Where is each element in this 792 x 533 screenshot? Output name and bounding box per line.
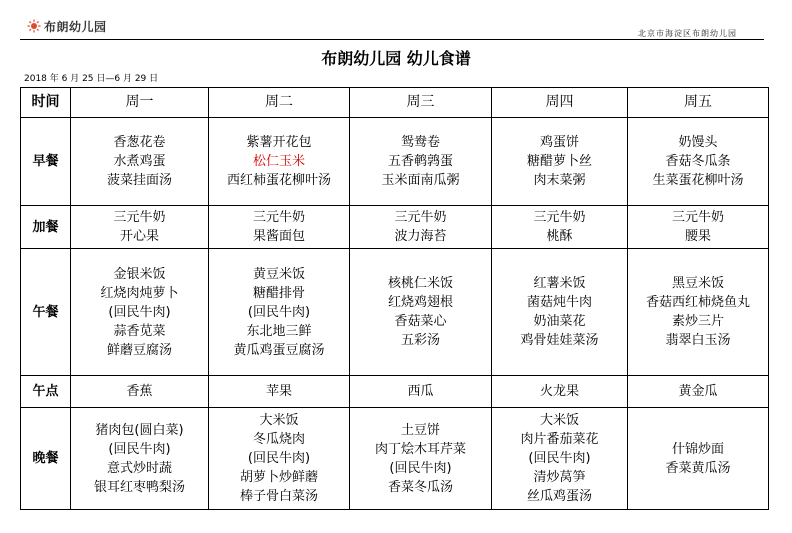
dish-item: 核桃仁米饭 — [387, 276, 453, 291]
dish-item: 糖醋萝卜丝 — [526, 154, 592, 169]
dish-item: 松仁玉米 — [252, 154, 305, 169]
dish-item: 鸡蛋饼 — [539, 135, 579, 150]
menu-cell-afternoon-snack-mon — [71, 376, 209, 408]
dish-item: 冬瓜烧肉 — [252, 432, 305, 447]
dish-item: 苹果 — [265, 384, 292, 399]
organization-name: 北京市海淀区布朗幼儿园 — [638, 29, 737, 38]
dish-item: 三元牛奶 — [394, 210, 447, 225]
menu-cell-dinner-fri — [628, 408, 769, 510]
dish-item: 金银米饭 — [113, 266, 166, 282]
dish-item: (回民牛肉) — [108, 304, 171, 320]
menu-cell-breakfast-tue — [209, 118, 350, 206]
dish-item: (回民牛肉) — [528, 451, 591, 466]
dish-item: 什锦炒面 — [671, 441, 724, 457]
dish-item: 黄豆米饭 — [252, 266, 305, 282]
dish-item: 鸳鸯卷 — [400, 135, 440, 150]
dish-item: 意式炒时蔬 — [106, 460, 172, 476]
logo-text: 布朗幼儿园 — [44, 19, 107, 34]
dish-item: 西红柿蛋花柳叶汤 — [226, 173, 331, 188]
dish-item: 桃酥 — [546, 229, 573, 244]
dish-item: 奶馒头 — [678, 135, 718, 150]
menu-cell-afternoon-snack-wed — [350, 376, 492, 408]
menu-table — [20, 87, 769, 510]
menu-cell-dinner-thu — [492, 408, 628, 510]
dish-item: 肉末菜粥 — [533, 173, 586, 188]
menu-cell-breakfast-mon — [71, 118, 209, 206]
dish-item: 肉丁烩木耳芹菜 — [374, 441, 466, 457]
dish-item: 大米饭 — [539, 413, 579, 428]
menu-cell-snack-tue — [209, 206, 350, 249]
dish-item: 开心果 — [119, 229, 159, 244]
meal-label-afternoon-snack: 午点 — [21, 376, 71, 408]
dish-item: 大米饭 — [259, 413, 299, 428]
menu-cell-afternoon-snack-thu — [492, 376, 628, 408]
dish-item: 香菇西红柿烧鱼丸 — [645, 295, 750, 310]
dish-item: 菠菜挂面汤 — [106, 173, 172, 188]
dish-item: 香菇菜心 — [394, 314, 447, 329]
dish-item: 素炒三片 — [671, 314, 724, 329]
dish-item: 菌菇炖牛肉 — [526, 295, 592, 310]
dish-item: 鸡骨娃娃菜汤 — [520, 333, 599, 348]
menu-cell-snack-fri — [628, 206, 769, 249]
dish-item: 火龙果 — [539, 384, 579, 399]
dish-item: 棒子骨白菜汤 — [239, 489, 318, 504]
dish-item: 猪肉包(圆白菜) — [95, 422, 184, 438]
menu-cell-lunch-wed — [350, 249, 492, 376]
day-header-thu: 周四 — [492, 88, 628, 118]
dish-item: 黄金瓜 — [678, 384, 718, 399]
dish-item: 奶油菜花 — [533, 314, 586, 329]
corner-header-time: 时间 — [21, 88, 71, 118]
meal-label-lunch: 午餐 — [21, 249, 71, 376]
meal-row-snack — [21, 206, 769, 249]
day-header-fri: 周五 — [628, 88, 769, 118]
menu-cell-lunch-fri — [628, 249, 769, 376]
page-title: 布朗幼儿园 幼儿食谱 — [321, 49, 471, 68]
dish-item: 清炒莴笋 — [533, 470, 586, 485]
header-divider — [20, 39, 764, 40]
meal-label-breakfast: 早餐 — [21, 118, 71, 206]
dish-item: 鲜蘑豆腐汤 — [106, 342, 172, 358]
dish-item: 腰果 — [684, 229, 711, 244]
menu-cell-lunch-mon — [71, 249, 209, 376]
dish-item: 黑豆米饭 — [671, 276, 724, 291]
menu-cell-afternoon-snack-tue — [209, 376, 350, 408]
dish-item: 香菜黄瓜汤 — [665, 460, 731, 476]
dish-item: 香葱花卷 — [113, 135, 166, 150]
date-range: 2018 年 6 月 25 日—6 月 29 日 — [24, 74, 159, 84]
dish-item: 翡翠白玉汤 — [665, 333, 731, 348]
dish-item: 银耳红枣鸭梨汤 — [93, 479, 185, 495]
day-header-tue: 周二 — [209, 88, 350, 118]
dish-item: 果酱面包 — [252, 229, 305, 244]
dish-item: 红烧肉炖萝卜 — [100, 285, 179, 301]
meal-row-lunch — [21, 249, 769, 376]
dish-item: 水煮鸡蛋 — [113, 154, 166, 169]
dish-item: 生菜蛋花柳叶汤 — [652, 173, 744, 188]
dish-item: 土豆饼 — [400, 422, 440, 438]
dish-item: 三元牛奶 — [252, 210, 305, 225]
menu-cell-dinner-tue — [209, 408, 350, 510]
dish-item: 糖醋排骨 — [252, 285, 305, 301]
dish-item: 黄瓜鸡蛋豆腐汤 — [233, 342, 325, 358]
dish-item: 香菜冬瓜汤 — [387, 479, 453, 495]
dish-item: 红烧鸡翅根 — [387, 295, 453, 310]
sun-logo-icon — [27, 19, 41, 33]
meal-row-breakfast — [21, 118, 769, 206]
header-row — [21, 88, 769, 118]
menu-cell-snack-mon — [71, 206, 209, 249]
menu-cell-breakfast-wed — [350, 118, 492, 206]
dish-item: 红薯米饭 — [533, 276, 586, 291]
menu-cell-dinner-wed — [350, 408, 492, 510]
dish-item: 五彩汤 — [400, 333, 440, 348]
menu-cell-snack-thu — [492, 206, 628, 249]
day-header-mon: 周一 — [71, 88, 209, 118]
dish-item: 三元牛奶 — [671, 210, 724, 225]
dish-item: 玉米面南瓜粥 — [381, 173, 460, 188]
kindergarten-logo — [27, 16, 107, 36]
meal-label-snack: 加餐 — [21, 206, 71, 249]
menu-cell-lunch-thu — [492, 249, 628, 376]
dish-item: 丝瓜鸡蛋汤 — [526, 489, 592, 504]
dish-item: 紫薯开花包 — [246, 135, 312, 150]
meal-row-dinner — [21, 408, 769, 510]
dish-item: (回民牛肉) — [247, 451, 311, 466]
dish-item: 胡萝卜炒鲜蘑 — [239, 470, 318, 485]
day-header-wed: 周三 — [350, 88, 492, 118]
menu-cell-breakfast-fri — [628, 118, 769, 206]
menu-cell-lunch-tue — [209, 249, 350, 376]
dish-item: 三元牛奶 — [113, 210, 166, 225]
menu-cell-snack-wed — [350, 206, 492, 249]
dish-item: 肉片番茄菜花 — [520, 432, 599, 447]
dish-item: 香蕉 — [126, 384, 153, 399]
dish-item: 波力海苔 — [394, 229, 447, 244]
dish-item: 东北地三鲜 — [246, 323, 312, 339]
dish-item: 蒜香苋菜 — [113, 323, 166, 339]
menu-cell-breakfast-thu — [492, 118, 628, 206]
dish-item: (回民牛肉) — [247, 304, 311, 320]
meal-row-afternoon-snack — [21, 376, 769, 408]
menu-cell-dinner-mon — [71, 408, 209, 510]
dish-item: 香菇冬瓜条 — [665, 154, 731, 169]
dish-item: (回民牛肉) — [389, 460, 452, 476]
dish-item: (回民牛肉) — [108, 441, 171, 457]
dish-item: 五香鹌鹑蛋 — [387, 154, 453, 169]
dish-item: 三元牛奶 — [533, 210, 586, 225]
meal-label-dinner: 晚餐 — [21, 408, 71, 510]
menu-cell-afternoon-snack-fri — [628, 376, 769, 408]
dish-item: 西瓜 — [407, 384, 434, 399]
